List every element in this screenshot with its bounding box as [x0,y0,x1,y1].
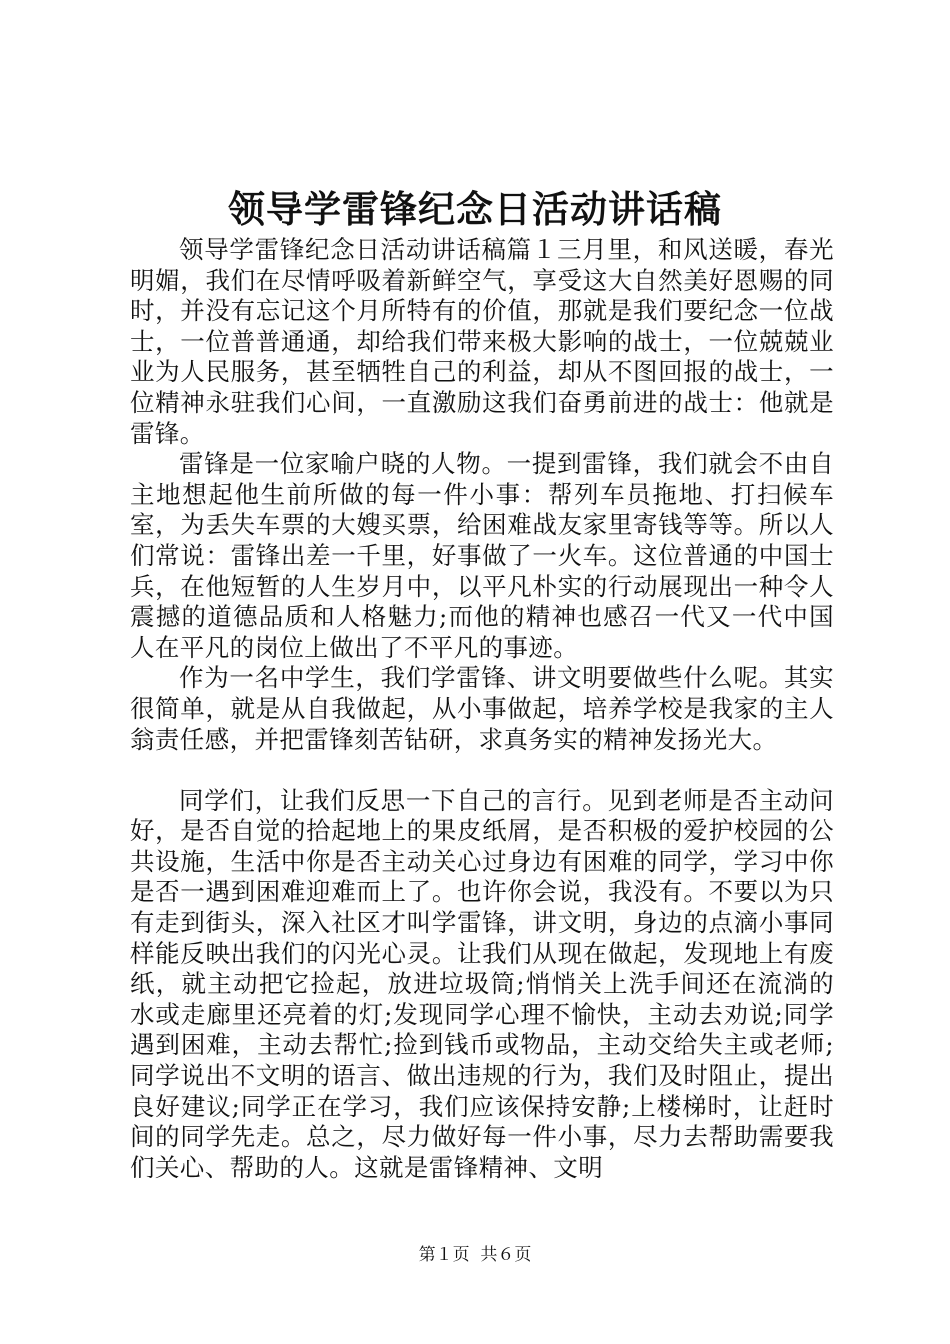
page-total: 共６页 [480,1245,532,1265]
page-footer [0,1244,950,1266]
page-number: 第１页 [418,1245,470,1265]
document-body [130,235,834,1183]
paragraph-intro: 领导学雷锋纪念日活动讲话稿篇１三月里，和风送暖，春光明媚，我们在尽情呼吸着新鲜空气，享受这大自然美好恩赐的同时，并没有忘记这个月所特有的价值，那就是我们要纪念一位战士，一位普普通通，却给我们带来极大影响的战士，一位兢兢业业为人民服务，甚至牺牲自己的利益，却从不图回报的战士，一位精神永驻我们心间，一直激励这我们奋勇前进的战士：他就是雷锋。 [130,235,834,448]
document-title: 领导学雷锋纪念日活动讲话稿 [228,187,722,231]
paragraph-leifeng-deeds: 雷锋是一位家喻户晓的人物。一提到雷锋，我们就会不由自主地想起他生前所做的每一件小事：帮列车员拖地、打扫候车室，为丢失车票的大嫂买票，给困难战友家里寄钱等等。所以人们常说：雷锋出差一千里，好事做了一火车。这位普通的中国士兵，在他短暂的人生岁月中，以平凡朴实的行动展现出一种令人震撼的道德品质和人格魅力;而他的精神也感召一代又一代中国人在平凡的岗位上做出了不平凡的事迹。 [130,449,834,662]
paragraph-student-role: 作为一名中学生，我们学雷锋、讲文明要做些什么呢。其实很简单，就是从自我做起，从小事做起，培养学校是我家的主人翁责任感，并把雷锋刻苦钻研，求真务实的精神发扬光大。 [130,663,834,754]
paragraph-reflection: 同学们，让我们反思一下自己的言行。见到老师是否主动问好，是否自觉的拾起地上的果皮纸屑，是否积极的爱护校园的公共设施，生活中你是否主动关心过身边有困难的同学，学习中你是否一遇到困难迎难而上了。也许你会说，我没有。不要以为只有走到街头，深入社区才叫学雷锋，讲文明，身边的点滴小事同样能反映出我们的闪光心灵。让我们从现在做起，发现地上有废纸，就主动把它捡起，放进垃圾筒;悄悄关上洗手间还在流淌的水或走廊里还亮着的灯;发现同学心理不愉快，主动去劝说;同学遇到困难，主动去帮忙;捡到钱币或物品，主动交给失主或老师;同学说出不文明的语言、做出违规的行为，我们及时阻止，提出良好建议;同学正在学习，我们应该保持安静;上楼梯时，让赶时间的同学先走。总之，尽力做好每一件小事，尽力去帮助需要我们关心、帮助的人。这就是雷锋精神、文明 [130,785,834,1182]
